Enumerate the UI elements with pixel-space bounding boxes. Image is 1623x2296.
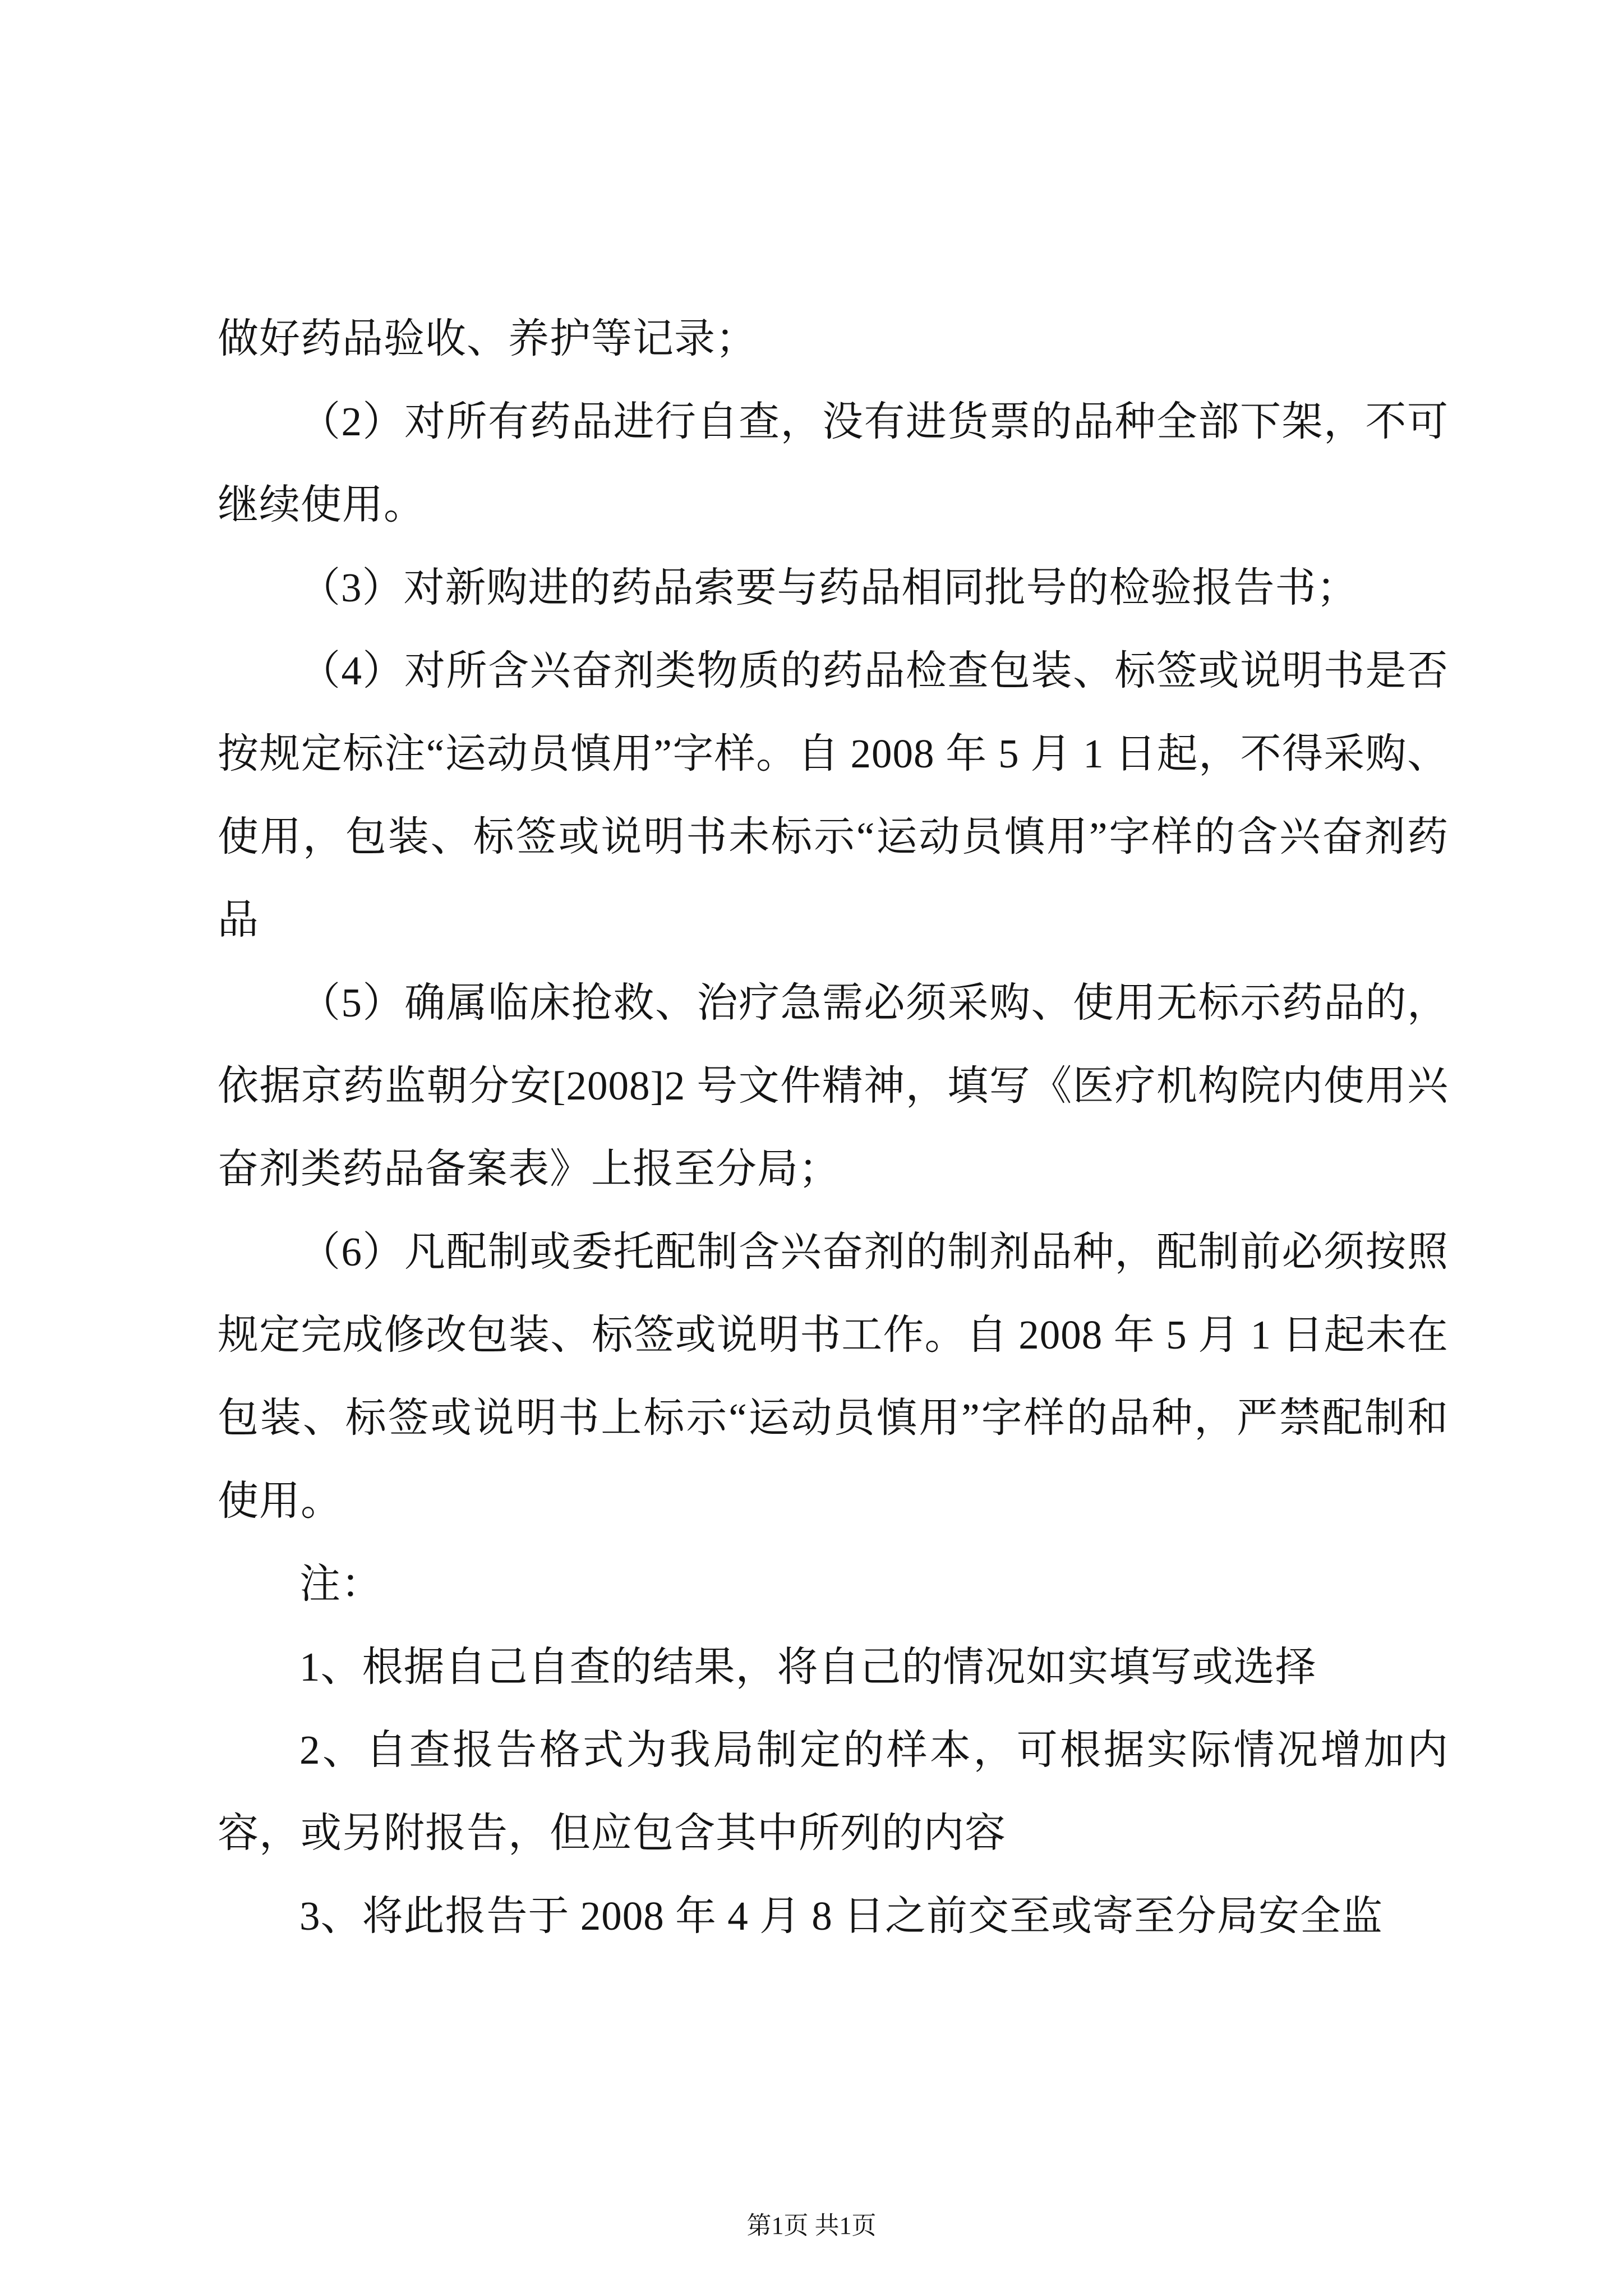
document-body	[218, 297, 1449, 1958]
paragraph: （5）确属临床抢救、治疗急需必须采购、使用无标示药品的，依据京药监朝分安[2008]2 号文件精神，填写《医疗机构院内使用兴奋剂类药品备案表》上报至分局；	[218, 980, 1449, 1191]
paragraph: （2）对所有药品进行自查，没有进货票的品种全部下架，不可继续使用。	[218, 399, 1449, 527]
paragraph: 注：	[299, 1561, 382, 1607]
paragraph: 2、自查报告格式为我局制定的样本，可根据实际情况增加内容，或另附报告，但应包含其中所列的内容	[218, 1727, 1449, 1856]
paragraph: （6）凡配制或委托配制含兴奋剂的制剂品种，配制前必须按照规定完成修改包装、标签或说明书工作。自 2008 年 5 月 1 日起未在包装、标签或说明书上标示“运动员慎用”字样的品种，严禁配制和使用。	[218, 1229, 1449, 1524]
paragraph: 1、根据自己自查的结果，将自己的情况如实填写或选择	[299, 1644, 1317, 1690]
page-footer	[0, 2211, 1623, 2241]
paragraph: （3）对新购进的药品索要与药品相同批号的检验报告书；	[299, 565, 1358, 610]
paragraph: 做好药品验收、养护等记录；	[218, 316, 757, 361]
paragraph: （4）对所含兴奋剂类物质的药品检查包装、标签或说明书是否按规定标注“运动员慎用”字样。自 2008 年 5 月 1 日起，不得采购、使用，包装、标签或说明书未标示“运动员慎用”字样的含兴奋剂药品	[218, 648, 1449, 942]
page-number: 第1页 共1页	[746, 2212, 877, 2240]
paragraph: 3、将此报告于 2008 年 4 月 8 日之前交至或寄至分局安全监	[299, 1893, 1383, 1939]
